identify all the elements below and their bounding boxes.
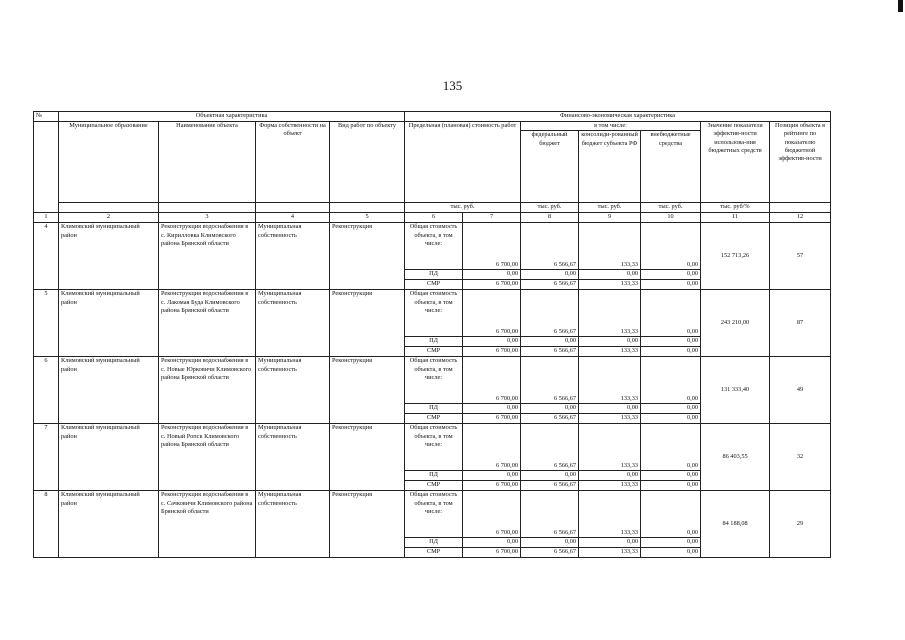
row-municipality: Климовский муниципальный район [59, 357, 159, 424]
header-rating: Позиция объекта в рейтинге по показателю бюджетной эффектив-ности [770, 122, 831, 203]
row-pd-value: 0,00 [463, 538, 521, 548]
row-pd-value: 0,00 [521, 471, 579, 481]
row-total-value: 133,33 [579, 491, 641, 538]
table-row [34, 357, 831, 404]
row-work-type: Реконструкция [330, 491, 405, 558]
header-row-titles [34, 122, 831, 131]
row-pd-value: 0,00 [463, 404, 521, 414]
row-total-value: 6 566,67 [521, 357, 579, 404]
row-smr-value: 6 700,00 [463, 548, 521, 558]
row-total-value: 6 700,00 [463, 357, 521, 404]
row-smr-value: 6 700,00 [463, 414, 521, 424]
row-smr-label: СМР [405, 481, 463, 491]
row-total-value: 6 700,00 [463, 223, 521, 270]
row-smr-value: 6 566,67 [521, 414, 579, 424]
header-extra: внебюджетные средства [641, 131, 701, 203]
row-pd-value: 0,00 [463, 270, 521, 280]
row-smr-value: 0,00 [641, 347, 701, 357]
row-municipality: Климовский муниципальный район [59, 424, 159, 491]
row-pd-label: ПД [405, 337, 463, 347]
row-pd-value: 0,00 [641, 471, 701, 481]
page-number: 135 [442, 78, 463, 93]
row-pd-value: 0,00 [641, 337, 701, 347]
row-total-label: Общая стоимость объекта, в том числе: [405, 424, 463, 471]
col-num: 3 [159, 213, 256, 223]
header-finance-group: Финансово-экономическая характеристика [405, 112, 831, 122]
row-smr-value: 133,33 [579, 347, 641, 357]
unit-indicator: тыс. руб/% [701, 203, 770, 213]
investment-objects-table [33, 111, 831, 558]
header-work-type: Вид работ по объекту [330, 122, 405, 203]
row-smr-label: СМР [405, 280, 463, 290]
header-object-group: Объектная характеристика [59, 112, 405, 122]
unit-extra: тыс. руб. [641, 203, 701, 213]
row-total-value: 133,33 [579, 290, 641, 337]
row-smr-label: СМР [405, 548, 463, 558]
header-indicator: Значение показателя эффектив-ности использова-ния бюджетных средств [701, 122, 770, 203]
row-number: 4 [34, 223, 59, 290]
table-row [34, 424, 831, 471]
row-rating: 87 [770, 290, 831, 357]
row-number: 6 [34, 357, 59, 424]
col-num: 6 [405, 213, 463, 223]
col-num: 9 [579, 213, 641, 223]
col-num: 10 [641, 213, 701, 223]
column-number-row [34, 213, 831, 223]
row-object-name: Реконструкция водоснабжения в с. Лакомая Буда Климовского района Брянской области [159, 290, 256, 357]
row-total-value: 6 700,00 [463, 491, 521, 538]
table-row [34, 223, 831, 270]
row-total-value: 0,00 [641, 357, 701, 404]
row-total-label: Общая стоимость объекта, в том числе: [405, 357, 463, 404]
row-total-value: 133,33 [579, 223, 641, 270]
row-pd-value: 0,00 [463, 471, 521, 481]
col-num: 7 [463, 213, 521, 223]
row-smr-value: 6 566,67 [521, 280, 579, 290]
row-smr-value: 6 700,00 [463, 347, 521, 357]
col-num: 12 [770, 213, 831, 223]
row-work-type: Реконструкция [330, 223, 405, 290]
row-pd-value: 0,00 [521, 538, 579, 548]
row-total-value: 6 566,67 [521, 424, 579, 471]
row-pd-value: 0,00 [641, 538, 701, 548]
row-smr-value: 0,00 [641, 280, 701, 290]
row-pd-value: 0,00 [521, 337, 579, 347]
row-pd-label: ПД [405, 538, 463, 548]
row-object-name: Реконструкция водоснабжения в с. Новый Ропск Климовского района Брянской области [159, 424, 256, 491]
row-smr-label: СМР [405, 414, 463, 424]
row-smr-value: 133,33 [579, 481, 641, 491]
header-row-units [34, 203, 831, 213]
row-pd-value: 0,00 [579, 270, 641, 280]
row-number: 5 [34, 290, 59, 357]
row-object-name: Реконструкция водоснабжения в с. Кирилловка Климовского района Брянской области [159, 223, 256, 290]
row-indicator: 243 210,00 [701, 290, 770, 357]
row-rating: 49 [770, 357, 831, 424]
row-smr-value: 133,33 [579, 548, 641, 558]
header-max-cost: Предельная (плановая) стоимость работ [405, 122, 521, 203]
row-total-label: Общая стоимость объекта, в том числе: [405, 223, 463, 270]
header-num: № [34, 112, 59, 122]
header-ownership: Форма собственности на объект [256, 122, 330, 203]
header-including: в том числе: [521, 122, 701, 131]
row-indicator: 84 188,08 [701, 491, 770, 558]
row-pd-label: ПД [405, 270, 463, 280]
row-smr-value: 6 566,67 [521, 347, 579, 357]
unit-consolidated: тыс. руб. [579, 203, 641, 213]
row-total-value: 6 566,67 [521, 491, 579, 538]
row-total-value: 0,00 [641, 491, 701, 538]
row-pd-label: ПД [405, 404, 463, 414]
row-work-type: Реконструкция [330, 357, 405, 424]
row-smr-label: СМР [405, 347, 463, 357]
row-smr-value: 133,33 [579, 414, 641, 424]
row-total-label: Общая стоимость объекта, в том числе: [405, 290, 463, 337]
row-smr-value: 133,33 [579, 280, 641, 290]
row-number: 7 [34, 424, 59, 491]
row-object-name: Реконструкция водоснабжения в с. Сачковичи Климовского района Брянской области [159, 491, 256, 558]
row-total-value: 0,00 [641, 223, 701, 270]
row-ownership: Муниципальная собственность [256, 357, 330, 424]
row-rating: 57 [770, 223, 831, 290]
table-row [34, 290, 831, 337]
header-federal: федеральный бюджет [521, 131, 579, 203]
row-total-value: 0,00 [641, 290, 701, 337]
row-total-value: 6 566,67 [521, 290, 579, 337]
table-body [34, 223, 831, 558]
header-row-groups [34, 112, 831, 122]
row-ownership: Муниципальная собственность [256, 290, 330, 357]
col-num: 1 [34, 213, 59, 223]
row-smr-value: 0,00 [641, 414, 701, 424]
scan-edge-mark [898, 0, 903, 12]
row-municipality: Климовский муниципальный район [59, 290, 159, 357]
row-total-value: 133,33 [579, 424, 641, 471]
row-smr-value: 6 566,67 [521, 548, 579, 558]
row-pd-value: 0,00 [521, 404, 579, 414]
row-ownership: Муниципальная собственность [256, 424, 330, 491]
row-pd-value: 0,00 [463, 337, 521, 347]
row-pd-value: 0,00 [521, 270, 579, 280]
row-pd-value: 0,00 [579, 337, 641, 347]
row-ownership: Муниципальная собственность [256, 491, 330, 558]
row-number: 8 [34, 491, 59, 558]
row-work-type: Реконструкция [330, 424, 405, 491]
row-municipality: Климовский муниципальный район [59, 223, 159, 290]
col-num: 4 [256, 213, 330, 223]
row-municipality: Климовский муниципальный район [59, 491, 159, 558]
row-work-type: Реконструкция [330, 290, 405, 357]
unit-federal: тыс. руб. [521, 203, 579, 213]
row-pd-value: 0,00 [641, 404, 701, 414]
row-smr-value: 6 700,00 [463, 280, 521, 290]
row-indicator: 131 333,40 [701, 357, 770, 424]
row-total-value: 6 700,00 [463, 290, 521, 337]
row-ownership: Муниципальная собственность [256, 223, 330, 290]
unit-cost: тыс. руб. [405, 203, 521, 213]
row-total-value: 0,00 [641, 424, 701, 471]
row-smr-value: 6 566,67 [521, 481, 579, 491]
row-pd-value: 0,00 [579, 471, 641, 481]
row-pd-value: 0,00 [579, 538, 641, 548]
row-object-name: Реконструкция водоснабжения в с. Новые Юрковичи Климовского района Брянской области [159, 357, 256, 424]
header-object-name: Наименование объекта [159, 122, 256, 203]
row-smr-value: 0,00 [641, 481, 701, 491]
col-num: 5 [330, 213, 405, 223]
header-consolidated: консолиди-рованный бюджет субъекта РФ [579, 131, 641, 203]
row-indicator: 86 403,55 [701, 424, 770, 491]
row-pd-value: 0,00 [641, 270, 701, 280]
row-smr-value: 6 700,00 [463, 481, 521, 491]
row-total-label: Общая стоимость объекта, в том числе: [405, 491, 463, 538]
row-indicator: 152 713,26 [701, 223, 770, 290]
header-municipality: Муниципальное образование [59, 122, 159, 203]
row-total-value: 6 700,00 [463, 424, 521, 471]
row-rating: 32 [770, 424, 831, 491]
col-num: 2 [59, 213, 159, 223]
row-total-value: 133,33 [579, 357, 641, 404]
row-total-value: 6 566,67 [521, 223, 579, 270]
col-num: 8 [521, 213, 579, 223]
col-num: 11 [701, 213, 770, 223]
row-rating: 29 [770, 491, 831, 558]
row-smr-value: 0,00 [641, 548, 701, 558]
row-pd-value: 0,00 [579, 404, 641, 414]
row-pd-label: ПД [405, 471, 463, 481]
table-row [34, 491, 831, 538]
